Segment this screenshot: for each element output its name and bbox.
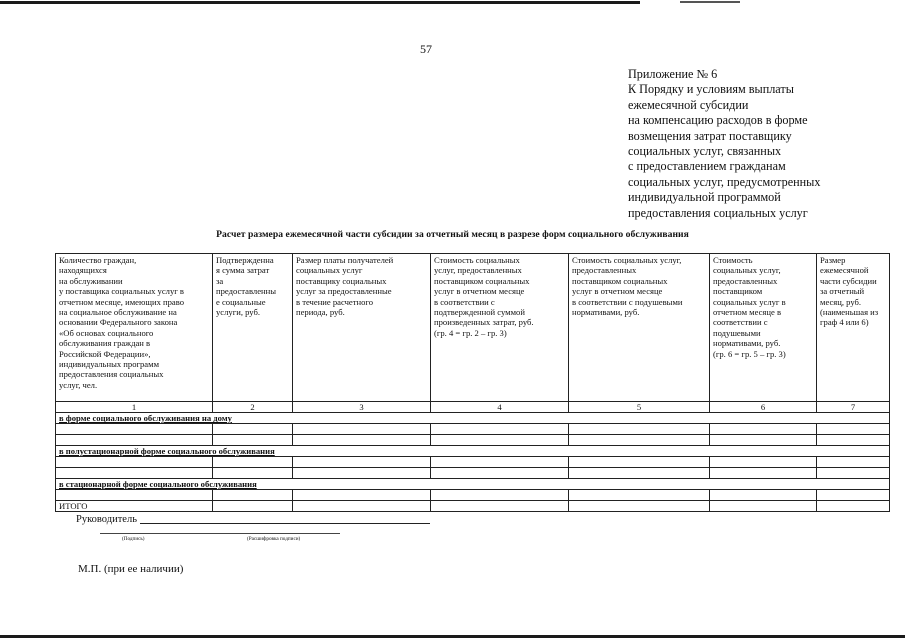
appendix-line: предоставления социальных услуг [628,205,808,220]
appendix-line: с предоставлением гражданам [628,159,786,174]
signature-caption: (Подпись) [122,536,145,542]
column-header: Размер платы получателей социальных услуг поставщику социальных услуг за предоставленные в течение расчетного периода, руб. [293,254,431,402]
column-header: Количество граждан, находящихся на обслуживании у поставщика социальных услуг в отчетном месяце, имеющих право на социальное обслуживание на основании Федерального закона «Об основах социального обслуживания граждан в Российской Федерации», индивидуальных программ предоставления социальных услуг, чел. [56,254,213,402]
table-cell[interactable] [213,457,293,468]
column-number: 2 [213,402,293,413]
table-cell[interactable] [56,457,213,468]
appendix-line: возмещения затрат поставщику [628,128,792,143]
data-row [56,435,890,446]
data-row [56,457,890,468]
table-cell[interactable] [431,501,569,512]
table-cell[interactable] [817,468,890,479]
table-header-row [56,254,890,402]
table-cell[interactable] [213,490,293,501]
column-number: 5 [569,402,710,413]
total-label: ИТОГО [56,501,213,512]
table-cell[interactable] [817,424,890,435]
column-header: Стоимость социальных услуг, предоставленных поставщиком социальных услуг в отчетном месяце в соответствии с подтвержденной суммой произведенных затрат, руб. (гр. 4 = гр. 2 – гр. 3) [431,254,569,402]
table-cell[interactable] [213,424,293,435]
table-cell[interactable] [710,457,817,468]
column-header: Размер ежемесячной части субсидии за отчетный месяц, руб. (наименьшая из граф 4 или 6) [817,254,890,402]
stamp-label: М.П. (при ее наличии) [78,563,184,575]
table-cell[interactable] [431,435,569,446]
section-row [56,479,890,490]
table-cell[interactable] [56,424,213,435]
table-cell[interactable] [56,435,213,446]
table-cell[interactable] [817,457,890,468]
table-cell[interactable] [431,490,569,501]
table-cell[interactable] [569,457,710,468]
table-cell[interactable] [710,490,817,501]
column-number: 1 [56,402,213,413]
column-number: 7 [817,402,890,413]
appendix-block [628,67,893,221]
appendix-line: на компенсацию расходов в форме [628,113,808,128]
form-title: Расчет размера ежемесячной части субсидии за отчетный месяц в разрезе форм социального обслуживания [216,229,689,240]
section-label: в полустационарной форме социального обслуживания [56,446,890,457]
table-cell[interactable] [293,424,431,435]
table-cell[interactable] [431,468,569,479]
table-cell[interactable] [293,490,431,501]
table-cell[interactable] [56,490,213,501]
table-cell[interactable] [710,501,817,512]
subsidy-calculation-table [55,253,890,512]
column-header: Стоимость социальных услуг, предоставленных поставщиком социальных услуг в отчетном месяце в соответствии с подушевыми нормативами, руб. (гр. 6 = гр. 5 – гр. 3) [710,254,817,402]
table-cell[interactable] [293,457,431,468]
appendix-line: социальных услуг, предусмотренных [628,174,821,189]
table-cell[interactable] [213,435,293,446]
appendix-line: Приложение № 6 [628,67,718,81]
column-header: Подтвержденна я сумма затрат за предоставленны е социальные услуги, руб. [213,254,293,402]
section-label: в стационарной форме социального обслуживания [56,479,890,490]
column-header: Стоимость социальных услуг, предоставленных поставщиком социальных услуг в отчетном месяце в соответствии с подушевыми нормативами, руб. [569,254,710,402]
table-cell[interactable] [569,424,710,435]
table-cell[interactable] [56,468,213,479]
table-cell[interactable] [569,435,710,446]
table-cell[interactable] [431,457,569,468]
table-cell[interactable] [293,468,431,479]
appendix-line: социальных услуг, связанных [628,144,782,159]
signature-underline [100,533,340,534]
table-cell[interactable] [431,424,569,435]
appendix-line: К Порядку и условиям выплаты [628,82,794,97]
table-cell[interactable] [817,501,890,512]
table-cell[interactable] [213,468,293,479]
appendix-line: ежемесячной субсидии [628,97,749,112]
signature-line [140,523,430,524]
section-row [56,413,890,424]
table-cell[interactable] [710,424,817,435]
table-cell[interactable] [817,435,890,446]
scan-bottom-edge [0,632,905,640]
signature-decoding-caption: (Расшифровка подписи) [247,536,301,542]
section-label: в форме социального обслуживания на дому [56,413,890,424]
table-cell[interactable] [569,501,710,512]
section-row [56,446,890,457]
table-cell[interactable] [293,501,431,512]
data-row [56,490,890,501]
scan-top-edge [0,0,905,4]
column-number: 3 [293,402,431,413]
table-cell[interactable] [710,468,817,479]
column-number: 4 [431,402,569,413]
table-cell[interactable] [569,490,710,501]
total-row [56,501,890,512]
signer-role-label: Руководитель [76,514,137,525]
column-number: 6 [710,402,817,413]
appendix-line: индивидуальной программой [628,190,781,205]
table-cell[interactable] [817,490,890,501]
data-row [56,468,890,479]
page-number: 57 [420,42,432,56]
table-cell[interactable] [213,501,293,512]
table-cell[interactable] [293,435,431,446]
table-cell[interactable] [710,435,817,446]
table-cell[interactable] [569,468,710,479]
data-row [56,424,890,435]
column-number-row [56,402,890,413]
